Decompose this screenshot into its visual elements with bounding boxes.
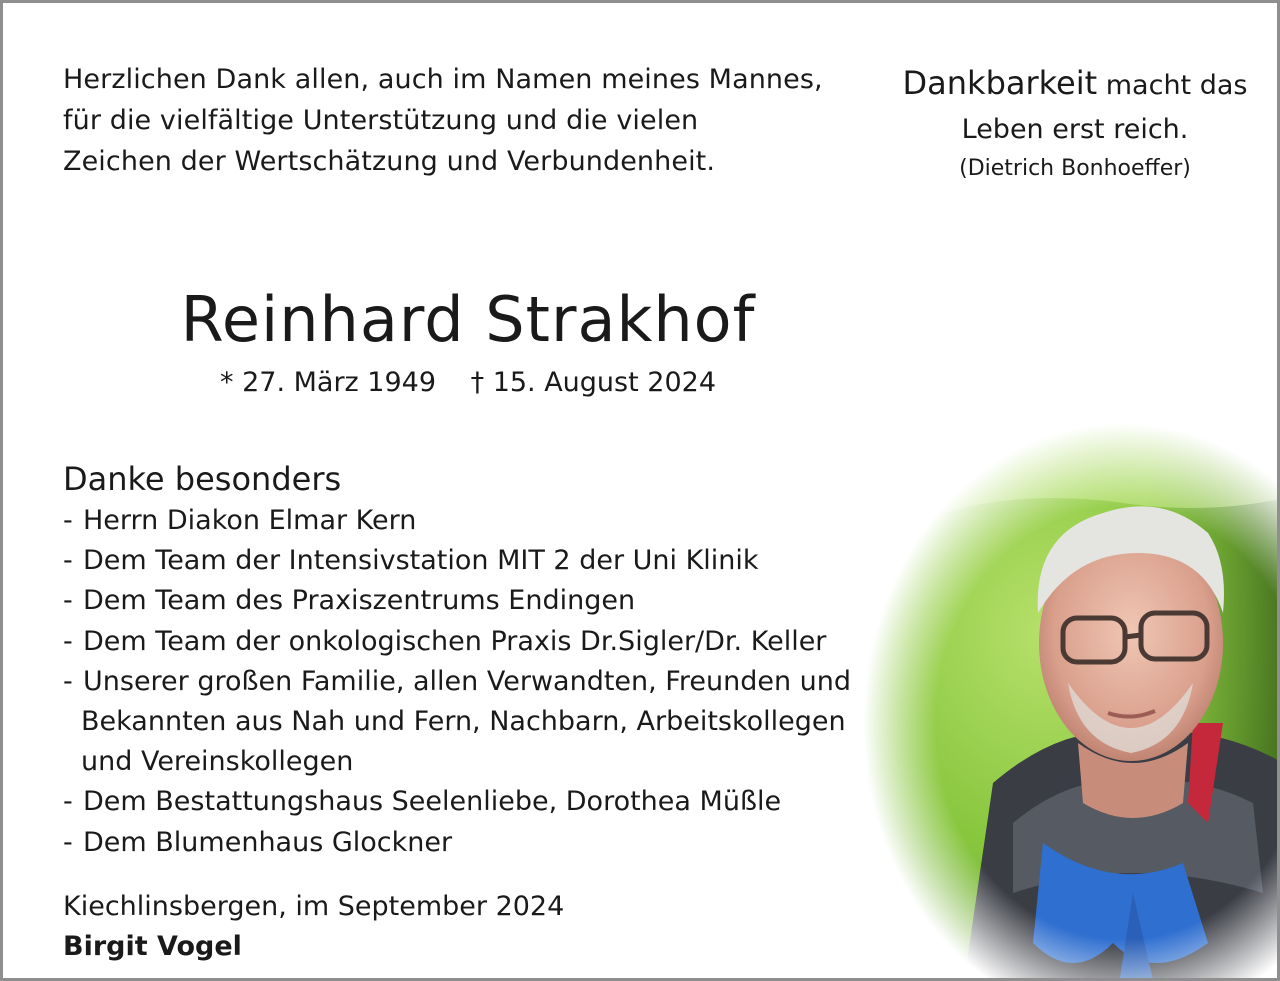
list-item-text: Dem Bestattungshaus Seelenliebe, Dorothea Müßle bbox=[83, 786, 782, 818]
list-item-text: Dem Team der Intensivstation MIT 2 der Uni Klinik bbox=[83, 545, 759, 577]
danke-heading: Danke besonders bbox=[63, 460, 342, 498]
list-item-continuation: Bekannten aus Nah und Fern, Nachbarn, Arbeitskollegen bbox=[81, 706, 846, 738]
thanks-line: Herzlichen Dank allen, auch im Namen meines Mannes, bbox=[63, 64, 823, 95]
list-item bbox=[63, 541, 851, 581]
list-dash: - bbox=[63, 826, 73, 858]
place-and-date: Kiechlinsbergen, im September 2024 bbox=[63, 891, 565, 922]
portrait-photo bbox=[863, 423, 1280, 981]
list-item bbox=[63, 823, 851, 863]
list-dash: - bbox=[63, 585, 73, 617]
portrait-image bbox=[863, 423, 1280, 981]
life-dates bbox=[103, 363, 833, 403]
list-dash: - bbox=[63, 505, 73, 536]
thanks-line: für die vielfältige Unterstützung und die vielen bbox=[63, 105, 699, 136]
quote-line bbox=[875, 61, 1275, 108]
death-date: † 15. August 2024 bbox=[470, 367, 716, 398]
quote-line-rest: macht das bbox=[1105, 70, 1248, 101]
danke-list bbox=[63, 501, 851, 863]
thanks-line: Zeichen der Wertschätzung und Verbundenheit. bbox=[63, 146, 716, 177]
quote-author: (Dietrich Bonhoeffer) bbox=[959, 156, 1191, 181]
list-item-text: Herrn Diakon Elmar Kern bbox=[83, 505, 417, 536]
thanks-paragraph bbox=[63, 59, 863, 182]
list-item bbox=[63, 662, 851, 702]
deceased-name: Reinhard Strakhof bbox=[180, 283, 756, 356]
list-dash: - bbox=[63, 786, 73, 818]
list-dash: - bbox=[63, 545, 73, 577]
list-item-text: Dem Team des Praxiszentrums Endingen bbox=[83, 585, 636, 617]
bonhoeffer-quote bbox=[875, 61, 1275, 186]
list-item-continuation: und Vereinskollegen bbox=[81, 746, 354, 778]
list-item-text: Dem Team der onkologischen Praxis Dr.Sigler/Dr. Keller bbox=[83, 625, 827, 657]
list-item bbox=[63, 501, 851, 541]
birth-date: * 27. März 1949 bbox=[220, 367, 437, 398]
list-dash: - bbox=[63, 625, 73, 657]
list-item bbox=[63, 622, 851, 662]
list-item bbox=[63, 581, 851, 621]
list-dash: - bbox=[63, 665, 73, 697]
list-item-text: Dem Blumenhaus Glockner bbox=[83, 826, 453, 858]
quote-line: Leben erst reich. bbox=[961, 114, 1189, 145]
quote-emphasis-word: Dankbarkeit bbox=[902, 64, 1098, 102]
list-item-text: Unserer großen Familie, allen Verwandten, Freunden und bbox=[83, 665, 852, 697]
signer-name: Birgit Vogel bbox=[63, 931, 242, 962]
list-item bbox=[63, 782, 851, 822]
